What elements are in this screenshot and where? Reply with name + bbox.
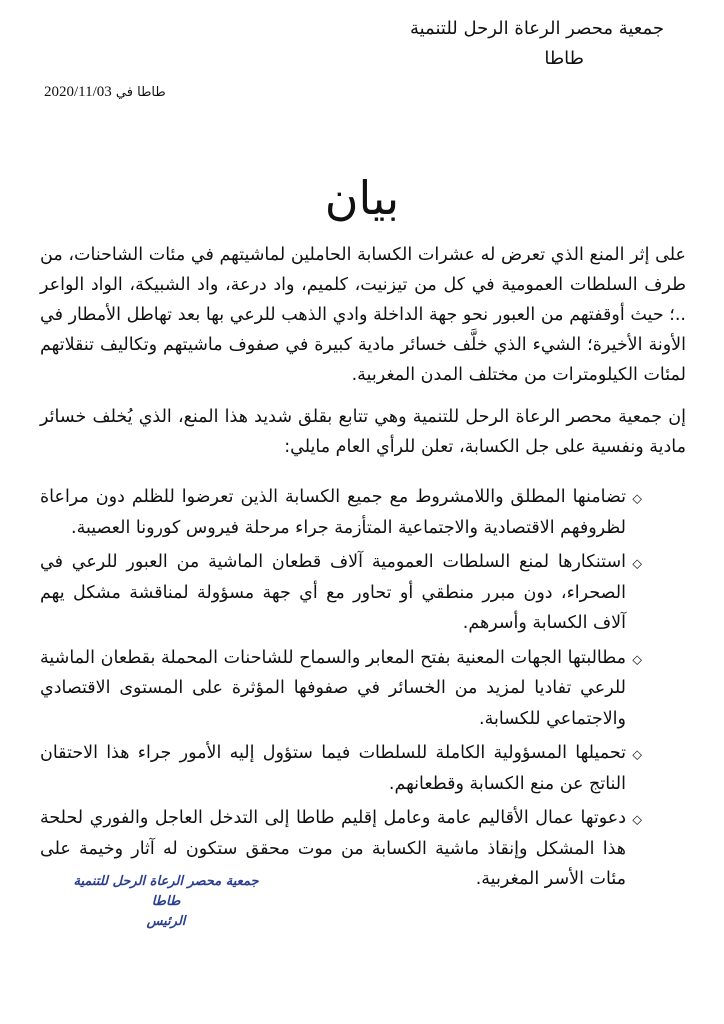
signature-stamp bbox=[66, 872, 266, 932]
diamond-bullet-icon: ⬦ bbox=[632, 747, 642, 763]
list-item-text: تضامنها المطلق واللامشروط مع جميع الكسابة الذين تعرضوا للظلم دون مراعاة لظروفهم الاقتصادية والاجتماعية المتأزمة جراء مرحلة فيروس كورونا العصيبة. bbox=[40, 487, 626, 538]
list-item bbox=[40, 643, 642, 735]
letterhead bbox=[364, 14, 664, 74]
dateline-date: 2020/11/03 bbox=[44, 84, 112, 100]
dateline-prefix: طاطا في bbox=[115, 85, 166, 100]
list-item-text: دعوتها عمال الأقاليم عامة وعامل إقليم طاطا إلى التدخل العاجل والفوري لحلحة هذا المشكل وإنقاذ ماشية الكسابة من موت محقق ستكون له آثار وخيمة على مئات الأسر المغربية. bbox=[40, 808, 626, 889]
list-item-text: تحميلها المسؤولية الكاملة للسلطات فيما ستؤول إليه الأمور جراء هذا الاحتقان الناتج عن منع الكسابة وقطعانهم. bbox=[40, 743, 626, 794]
diamond-bullet-icon: ⬦ bbox=[632, 491, 642, 507]
organization-name: جمعية محصر الرعاة الرحل للتنمية bbox=[409, 18, 664, 39]
dateline bbox=[44, 84, 166, 101]
diamond-bullet-icon: ⬦ bbox=[632, 556, 642, 572]
diamond-bullet-icon: ⬦ bbox=[632, 812, 642, 828]
announcement-paragraph: إن جمعية محصر الرعاة الرحل للتنمية وهي تتابع بقلق شديد هذا المنع، الذي يُخلف خسائر مادية ونفسية على جل الكسابة، تعلن للرأي العام مايلي: bbox=[40, 407, 686, 457]
stamp-role: الرئيس bbox=[146, 914, 186, 929]
list-item bbox=[40, 738, 642, 799]
list-item-text: مطالبتها الجهات المعنية بفتح المعابر والسماح للشاحنات المحملة بقطعان الماشية للرعي تفاديا لمزيد من الخسائر في صفوفها المؤثرة على المستوى الاقتصادي والاجتماعي للكسابة. bbox=[40, 647, 626, 729]
stamp-city: طاطا bbox=[151, 894, 181, 909]
diamond-bullet-icon: ⬦ bbox=[632, 651, 642, 668]
list-item-text: استنكارها لمنع السلطات العمومية آلاف قطعان الماشية من العبور للرعي في الصحراء، دون مبرر منطقي أو تحاور مع أي جهة مسؤولة لمناقشة مشكل يهم آلاف الكسابة وأسرهم. bbox=[40, 552, 626, 633]
points-list bbox=[40, 482, 642, 899]
intro-paragraph: على إثر المنع الذي تعرض له عشرات الكسابة الحاملين لماشيتهم في مئات الشاحنات، من طرف السلطات العمومية في كل من تيزنيت، كلميم، واد درعة، واد الشبيكة، الواد الواعر ..؛ حيث أوقفتهم من العبور نحو جهة الداخلة وادي الذهب للرعي بها بعد تهاطل الأمطار في الأونة الأخيرة؛ الشيء الذي خلَّف خسائر مادية كبيرة في صفوف ماشيتهم وتكاليف تنقلاتهم لمئات الكيلومترات من مختلف المدن المغربية. bbox=[40, 245, 686, 385]
statement-title: بيان bbox=[324, 171, 400, 225]
list-item bbox=[40, 482, 642, 543]
organization-city: طاطا bbox=[544, 48, 584, 69]
list-item bbox=[40, 547, 642, 639]
stamp-organization: جمعية محصر الرعاة الرحل للتنمية bbox=[73, 874, 259, 889]
